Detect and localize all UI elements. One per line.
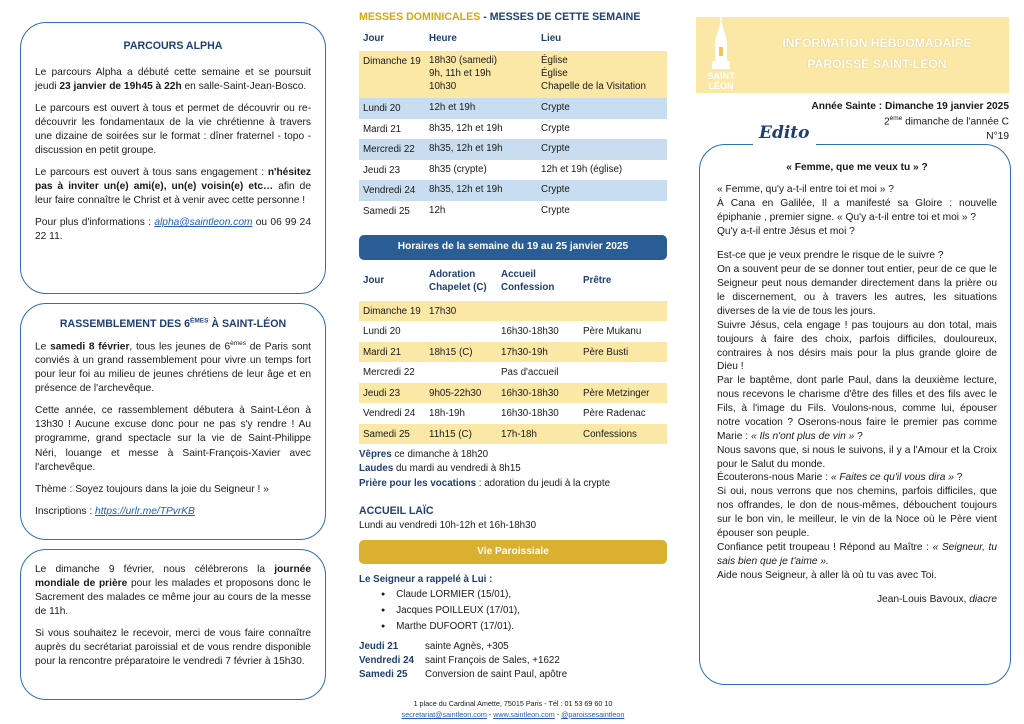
horaires-ador — [425, 321, 497, 342]
edito-p10: Si oui, nous verrons que nos chemins, parfois difficiles, que nos offrandes, le don de nous-mêmes, débouchent toujours sur le bon vin, le meilleur, le vin de la Noce où le Père vient épouser son peuple. — [717, 486, 997, 539]
horaires-day: Samedi 25 — [363, 428, 410, 440]
horaires-banner: Horaires de la semaine du 19 au 25 janvier 2025 — [359, 235, 667, 259]
edito-p1: « Femme, qu'y a-t-il entre toi et moi » ? — [717, 183, 894, 195]
horaires-pretre: Père Radenac — [583, 408, 646, 420]
parish-logo — [698, 17, 744, 93]
rassemblement-paragraph-4: Inscriptions : https://urlr.me/TPvrKB — [35, 505, 195, 517]
edito-p2: À Cana en Galilée, Il a manifesté sa Gloire : nouvelle épiphanie , premier signe. « Qu'y a-t-il entre toi et moi » ? — [717, 197, 997, 223]
horaires-pretre — [579, 301, 667, 322]
messes-row — [359, 51, 667, 98]
horaires-acc: 16h30-18h30 — [501, 326, 559, 338]
horaires-row — [359, 321, 667, 342]
feast-row — [359, 640, 571, 654]
horaires-pretre — [579, 362, 667, 383]
horaires-ador — [425, 362, 497, 383]
horaires-day: Mercredi 22 — [363, 367, 415, 379]
horaires-ador: 17h30 — [429, 305, 457, 317]
defunts-list — [381, 588, 667, 633]
vie-paroissiale-banner: Vie Paroissiale — [359, 540, 667, 564]
sunday-line: 2ème dimanche de l'année C — [883, 115, 1009, 128]
horaires-day: Vendredi 24 — [363, 408, 416, 420]
malades-paragraph-1: Le dimanche 9 février, nous célébrerons la journée mondiale de prière pour les malades et proposons donc le Sacrement des malades ce même jour au cours de la messe de 11h. — [35, 564, 311, 618]
edito-p3: Qu'y a-t-il entre Jésus et moi ? — [717, 225, 855, 237]
feast-day: Jeudi 21 — [359, 641, 399, 653]
laudes-line: Laudes du mardi au vendredi à 8h15 — [359, 463, 521, 475]
defunt-item: ● Claude LORMIER (15/01), — [381, 588, 667, 602]
horaires-pretre: Père Busti — [583, 346, 629, 358]
alpha-paragraph-3: Le parcours est ouvert à tous sans engagement : n'hésitez pas à inviter un(e) ami(e), un(e) voisin(e) etc… afin de leur faire connaître le Christ et à venir avec cette personne ! — [35, 167, 311, 207]
messes-day: Samedi 25 — [363, 205, 410, 217]
messes-time: 8h35, 12h et 19h — [429, 122, 503, 134]
date-line: Année Sainte : Dimanche 19 janvier 2025 — [811, 101, 1009, 112]
edito-p9: Écouterons-nous Marie : « Faites ce qu'il vous dira » ? — [717, 472, 963, 484]
horaires-table — [359, 264, 667, 445]
feast-day: Samedi 25 — [359, 669, 408, 681]
accueil-text: Lundi au vendredi 10h-12h et 16h-18h30 — [359, 520, 537, 532]
messes-table — [359, 28, 667, 222]
footer-site-link[interactable]: www.saintleon.com — [493, 709, 555, 719]
horaires-row — [359, 301, 667, 322]
feast-text: saint François de Sales, +1622 — [425, 655, 560, 667]
footer-address: 1 place du Cardinal Amette, 75015 Paris - Tél : 01 53 69 60 10 — [413, 699, 613, 709]
edito-box — [699, 144, 1011, 685]
issue-info — [811, 100, 1009, 144]
defunt-item: ● Marthe DUFOORT (17/01). — [381, 620, 667, 634]
feasts-table — [359, 640, 571, 682]
messes-place: Crypte — [541, 102, 570, 114]
horaires-pretre: Confessions — [583, 428, 637, 440]
horaires-acc: 17h30-19h — [501, 346, 548, 358]
rassemblement-box — [20, 303, 326, 540]
messes-row — [359, 180, 667, 201]
messes-time: 18h30 (samedi) 9h, 11h et 19h 10h30 — [429, 55, 498, 92]
edito-p6: Suivre Jésus, cela engage ! pas toujours au don total, mais toujours à faire des choix, parfois difficiles, douloureux, contraires à nos désirs mais pour la plus grande gloire de Dieu ! — [717, 319, 997, 373]
feast-day: Vendredi 24 — [359, 655, 414, 667]
horaires-row — [359, 403, 667, 424]
messes-col-header: Jour — [363, 32, 385, 44]
horaires-day: Lundi 20 — [363, 326, 401, 338]
messes-row — [359, 98, 667, 119]
messes-col-header: Lieu — [541, 32, 562, 44]
col-adoration: Adoration Chapelet (C) — [429, 268, 487, 294]
footer-social-link[interactable]: @paroissesaintleon — [561, 709, 625, 719]
alpha-paragraph-4: Pour plus d'informations : alpha@saintleon.com ou 06 99 24 22 11. — [35, 217, 311, 243]
alpha-box — [20, 22, 326, 294]
horaires-row — [359, 362, 667, 383]
messes-place: Crypte — [541, 184, 570, 196]
horaires-acc: 16h30-18h30 — [501, 387, 559, 399]
feast-row — [359, 654, 571, 668]
horaires-ador: 18h15 (C) — [429, 346, 473, 358]
horaires-acc: 17h-18h — [501, 428, 537, 440]
malades-box — [20, 549, 326, 700]
edito-p4: Est-ce que je veux prendre le risque de le suivre ? — [717, 250, 944, 262]
horaires-row — [359, 383, 667, 404]
messes-time: 8h35, 12h et 19h — [429, 143, 503, 155]
vie-paroissiale-block — [359, 573, 667, 633]
messes-heading: MESSES DOMINICALES - MESSES DE CETTE SEMAINE — [359, 11, 641, 23]
messes-place: Crypte — [541, 122, 570, 134]
edito-title: « Femme, que me veux tu » ? — [786, 162, 928, 173]
col-accueil: Accueil Confession — [501, 268, 555, 294]
horaires-ador: 11h15 (C) — [429, 428, 472, 440]
issue-number: N°19 — [986, 130, 1009, 142]
newsletter-title: INFORMATION HEBDOMADAIRE PAROISSE SAINT-LÉON — [782, 36, 972, 71]
edito-label: Edito — [753, 122, 816, 145]
logo-text-saint: SAINT — [707, 71, 735, 81]
footer — [359, 699, 667, 721]
alpha-email-link[interactable]: alpha@saintleon.com — [154, 217, 253, 229]
alpha-paragraph-2: Le parcours est ouvert à tous et permet de découvrir ou re-découvrir les fondamentaux de la vie chrétienne à travers une dizaine de soirées sur le format : dîner fraternel - topo - discussion en petit groupe. — [35, 102, 311, 156]
horaires-row — [359, 424, 667, 445]
priere-line: Prière pour les vocations : adoration du jeudi à la crypte — [359, 477, 611, 489]
rassemblement-paragraph-2: Cette année, ce rassemblement débutera à Saint-Léon à 13h30 ! Aucune excuse donc pour ne pas s'y rendre ! Au programme, grand spectacle sur la vie de Saint-Philippe Néri, louange et messe à Saint-François-Xavier avec l'archevêque. — [35, 405, 311, 473]
footer-links: secretariat@saintleon.com - www.saintleon.com - @paroissesaintleon — [401, 709, 625, 719]
messes-time: 8h35, 12h et 19h — [429, 184, 503, 196]
edito-p5: On a souvent peur de se donner tout entier, peur de ce que le Seigneur peut nous demander directement dans la prière ou le discernement, ou à travers les autres, les situations diverses de la vie de tous les jours. — [717, 264, 997, 317]
messes-time: 12h — [429, 204, 446, 216]
horaires-acc — [497, 301, 579, 322]
messes-place: Crypte — [541, 143, 570, 155]
messes-place: Église Église Chapelle de la Visitation — [541, 55, 646, 92]
messes-place: 12h et 19h (église) — [541, 163, 623, 175]
messes-day: Mercredi 22 — [363, 144, 415, 156]
horaires-pretre: Père Metzinger — [583, 387, 650, 399]
messes-day: Lundi 20 — [363, 103, 401, 115]
edito-p8: Nous savons que, si nous le suivons, il y a l'Amour et la Croix pour le Salut du monde. — [717, 444, 997, 470]
alpha-paragraph-1: Le parcours Alpha a débuté cette semaine et se poursuit jeudi 23 janvier de 19h45 à 22h en salle-Saint-Jean-Bosco. — [35, 66, 311, 92]
offices-block — [359, 448, 667, 491]
rappele-heading: Le Seigneur a rappelé à Lui : — [359, 573, 493, 585]
edito-p11: Confiance petit troupeau ! Répond au Maître : « Seigneur, tu sais bien que je t'aime ». — [717, 541, 997, 567]
rassemblement-paragraph-3: Thème : Soyez toujours dans la joie du Seigneur ! » — [35, 483, 269, 495]
malades-paragraph-2: Si vous souhaitez le recevoir, merci de vous faire connaître auprès du secrétariat paroissial et de vous rendre disponible pour la rencontre préparatoire le vendredi 7 février à 15h30. — [35, 628, 311, 668]
defunt-item: ● Jacques POILLEUX (17/01), — [381, 604, 667, 618]
footer-email-link[interactable]: secretariat@saintleon.com — [401, 709, 487, 719]
horaires-acc: 16h30-18h30 — [501, 408, 559, 420]
feast-row — [359, 668, 571, 682]
rassemblement-title: RASSEMBLEMENT DES 6ÈMES À SAINT-LÉON — [59, 317, 287, 330]
messes-row — [359, 139, 667, 160]
horaires-day: Mardi 21 — [363, 346, 402, 358]
accueil-title: ACCUEIL LAÏC — [359, 504, 434, 517]
church-tower-icon — [698, 17, 744, 93]
horaires-day: Jeudi 23 — [363, 387, 401, 399]
col-jour: Jour — [363, 275, 385, 287]
edito-p7: Par le baptême, dont parle Paul, dans la deuxième lecture, nous recevons le charisme d'être des filles et des fils avec le Fils, à l'image du Fils. Voulons-nous, comme lui, épouser notre vocation ? Oserons-nous faire le premier pas comme Marie : « Ils n'ont plus de vin » ? — [717, 375, 997, 442]
feast-text: Conversion de saint Paul, apôtre — [425, 669, 568, 681]
vepres-line: Vêpres ce dimanche à 18h20 — [359, 449, 489, 461]
inscription-link[interactable]: https://urlr.me/TPvrKB — [95, 505, 195, 517]
messes-row — [359, 160, 667, 181]
messes-day: Jeudi 23 — [363, 164, 401, 176]
messes-row — [359, 201, 667, 222]
center-column — [359, 10, 667, 721]
messes-day: Mardi 21 — [363, 123, 402, 135]
horaires-ador: 9h05-22h30 — [429, 387, 482, 399]
messes-col-header: Heure — [429, 32, 457, 44]
horaires-day: Dimanche 19 — [363, 305, 421, 317]
messes-time: 8h35 (crypte) — [429, 163, 487, 175]
horaires-row — [359, 342, 667, 363]
horaires-ador: 18h-19h — [429, 408, 465, 420]
alpha-title: PARCOURS ALPHA — [123, 40, 223, 52]
edito-signature: Jean-Louis Bavoux, diacre — [876, 594, 997, 606]
messes-row — [359, 119, 667, 140]
feast-text: sainte Agnès, +305 — [425, 641, 509, 653]
messes-day: Vendredi 24 — [363, 185, 416, 197]
messes-day: Dimanche 19 — [363, 56, 421, 68]
horaires-pretre: Père Mukanu — [583, 326, 642, 338]
edito-p12: Aide nous Seigneur, à aller là où tu vas avec Toi. — [717, 569, 937, 581]
messes-time: 12h et 19h — [429, 102, 476, 114]
horaires-acc: Pas d'accueil — [501, 367, 559, 379]
logo-text-leon: LÉON — [708, 81, 734, 91]
messes-place: Crypte — [541, 204, 570, 216]
col-pretre: Prêtre — [583, 275, 612, 287]
rassemblement-paragraph-1: Le samedi 8 février, tous les jeunes de 6èmes de Paris sont conviés à un grand rassemblement pour vivre un temps fort pour leur foi au milieu de jeunes chrétiens de leur âge et en présence de l'archevêque. — [35, 339, 311, 395]
